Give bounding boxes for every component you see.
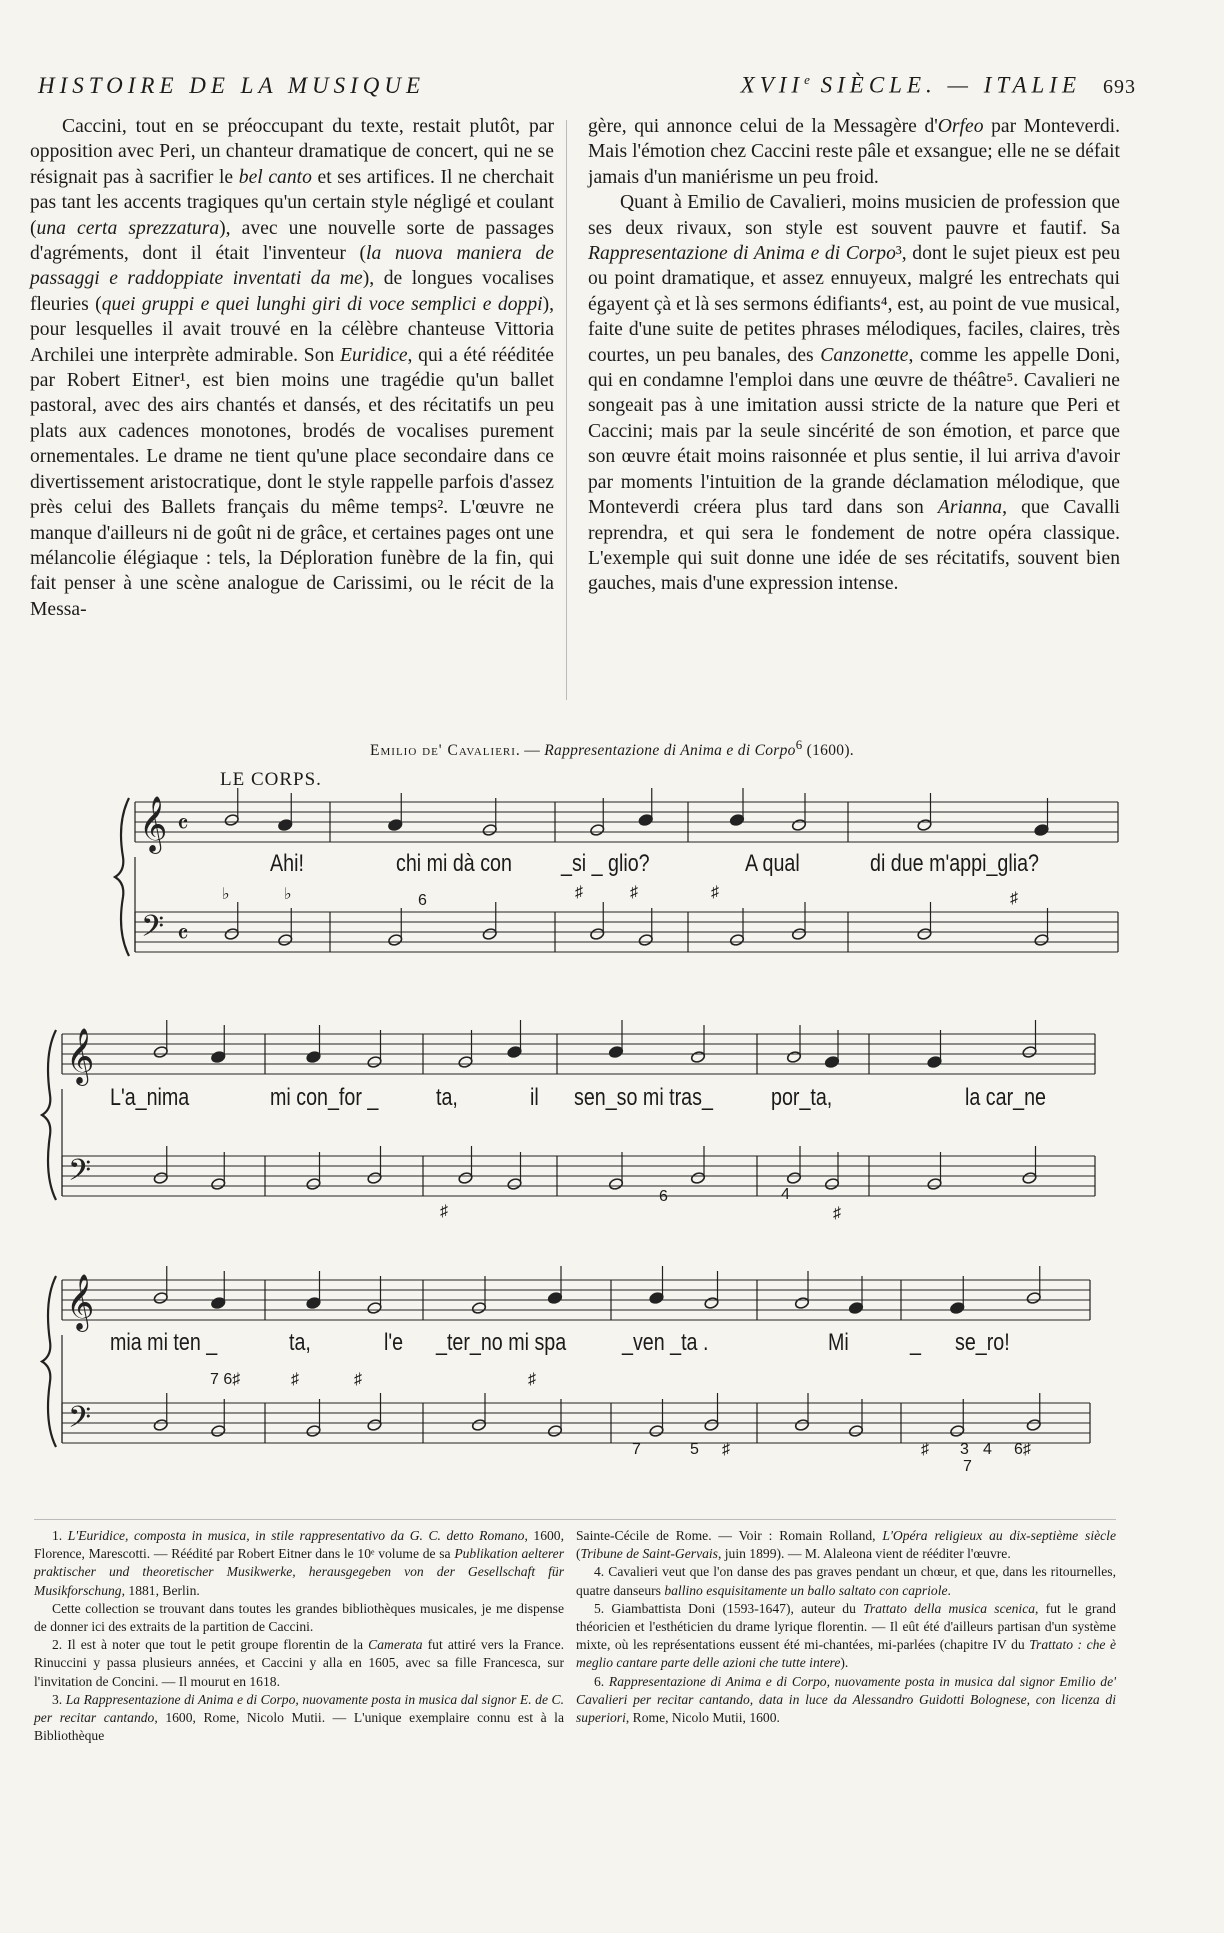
note-head xyxy=(590,823,605,836)
note-head xyxy=(704,1418,719,1431)
figured-bass-mark: 6 xyxy=(659,1188,668,1205)
note-head xyxy=(482,823,497,836)
figured-bass-mark: 3 xyxy=(960,1441,969,1458)
lyric-syllable: se_ro! xyxy=(955,1329,1010,1356)
lyric-syllable: il xyxy=(530,1084,539,1111)
note-head xyxy=(211,1424,226,1437)
note-head xyxy=(608,1045,623,1058)
note-head xyxy=(649,1291,664,1304)
note-head xyxy=(367,1171,382,1184)
note-head xyxy=(917,818,932,831)
left-column xyxy=(30,114,554,622)
figured-bass-mark: 7 6♯ xyxy=(210,1371,241,1388)
note-head xyxy=(547,1424,562,1437)
figured-bass-mark: 4 xyxy=(983,1441,992,1458)
note-head xyxy=(1034,933,1049,946)
note-head xyxy=(278,818,293,831)
note-head xyxy=(1026,1418,1041,1431)
note-head xyxy=(278,933,293,946)
figured-bass-mark: 5 xyxy=(690,1441,699,1458)
note-head xyxy=(388,818,403,831)
column-divider xyxy=(566,120,567,700)
note-head xyxy=(791,818,806,831)
note-head xyxy=(927,1055,942,1068)
note-head xyxy=(848,1424,863,1437)
lyric-syllable: ta, xyxy=(289,1329,311,1356)
note-head xyxy=(1022,1171,1037,1184)
lyric-syllable: _ven _ta . xyxy=(622,1329,709,1356)
note-head xyxy=(306,1296,321,1309)
note-head xyxy=(306,1424,321,1437)
note-head xyxy=(458,1171,473,1184)
lyric-syllable: _ xyxy=(910,1329,921,1356)
figured-bass-mark: 7 xyxy=(632,1441,641,1458)
page-number: 693 xyxy=(1103,75,1136,98)
treble-clef: 𝄞 xyxy=(66,1274,95,1330)
note-head xyxy=(507,1177,522,1190)
note-head xyxy=(211,1296,226,1309)
figured-bass-mark: 6♯ xyxy=(1014,1441,1031,1458)
note-head xyxy=(367,1301,382,1314)
figured-bass-mark: 7 xyxy=(963,1458,972,1475)
figured-bass-mark: ♯ xyxy=(1010,890,1018,907)
note-head xyxy=(458,1055,473,1068)
footnote-rule xyxy=(34,1519,1116,1520)
note-head xyxy=(471,1301,486,1314)
note-head xyxy=(367,1418,382,1431)
note-head xyxy=(704,1296,719,1309)
figured-bass-mark: ♯ xyxy=(575,884,583,901)
note-head xyxy=(729,813,744,826)
note-head xyxy=(824,1177,839,1190)
figured-bass-mark: ♭ xyxy=(222,886,230,903)
system-brace xyxy=(42,1030,56,1200)
figured-bass-mark: ♯ xyxy=(833,1205,841,1222)
note-head xyxy=(608,1177,623,1190)
figured-bass-mark: ♭ xyxy=(284,886,292,903)
note-head xyxy=(388,933,403,946)
treble-clef: 𝄞 xyxy=(139,796,168,852)
lyric-syllable: _si _ glio? xyxy=(561,850,650,877)
lyric-syllable: L'a_nima xyxy=(110,1084,190,1111)
footnote-2: 2. Il est à noter que tout le petit groupe florentin de la Camerata fut attiré vers la France. Rinuccini y passa plusieurs années, et Caccini y alla en 1605, avec sa fille Francesca, sur l'invitation de Concini. — Il mourut en 1618. xyxy=(34,1637,565,1689)
note-head xyxy=(729,933,744,946)
note-head xyxy=(950,1424,965,1437)
note-head xyxy=(1034,823,1049,836)
note-head xyxy=(547,1291,562,1304)
note-head xyxy=(950,1301,965,1314)
lyric-syllable: sen_so mi tras_ xyxy=(574,1084,713,1111)
note-head xyxy=(690,1050,705,1063)
note-head xyxy=(786,1171,801,1184)
note-head xyxy=(306,1050,321,1063)
note-head xyxy=(927,1177,942,1190)
music-example-caption: Emilio de' Cavalieri. — Rappresentazione di Anima e di Corpo$^6$ (1600). xyxy=(370,737,854,760)
footnote-6: 6. Rappresentazione di Anima e di Corpo, nuovamente posta in musica dal signor Emilio de' Cavalieri per recitar cantando, data in luce da Alessandro Guidotti Bolognese, con licenza di superiori, Rome, Nicolo Mutii, 1600. xyxy=(576,1673,1117,1726)
footnote-3: 3. La Rappresentazione di Anima e di Corpo, nuovamente posta in musica dal signor E. de C. per recitar cantando, 1600, Rome, Nicolo Mutii. — L'unique exemplaire connu est à la Bibliothèque xyxy=(34,1691,564,1744)
bass-clef: 𝄢 xyxy=(68,1401,92,1442)
lyric-syllable: ta, xyxy=(436,1084,458,1111)
figured-bass-mark: ♯ xyxy=(921,1441,929,1458)
note-head xyxy=(224,927,239,940)
footnotes-right xyxy=(576,1527,1116,1727)
system-brace xyxy=(42,1276,56,1447)
note-head xyxy=(153,1291,168,1304)
note-head xyxy=(786,1050,801,1063)
lyric-syllable: chi mi dà con xyxy=(396,850,512,877)
footnote-5: 5. Giambattista Doni (1593-1647), auteur du Trattato della musica scenica, fut le grand théoricien et l'esthéticien du drame lyrique florentin. — Il eût été d'ailleurs partisan d'un système mixte, où les représentations eussent été mi-chantées, mi-parlées (chapitre IV du Trattato : che è meglio cantare parte delle azioni che tutte intere). xyxy=(576,1600,1116,1671)
note-head xyxy=(1026,1291,1041,1304)
figured-bass-mark: ♯ xyxy=(722,1441,730,1458)
note-head xyxy=(224,813,239,826)
figured-bass-mark: ♯ xyxy=(711,884,719,901)
note-head xyxy=(211,1050,226,1063)
note-head xyxy=(482,927,497,940)
lyric-syllable: _ter_no mi spa xyxy=(436,1329,567,1356)
figured-bass-mark: ♯ xyxy=(630,884,638,901)
lyric-syllable: Ahi! xyxy=(270,850,304,877)
note-head xyxy=(638,813,653,826)
treble-clef: 𝄞 xyxy=(66,1028,95,1084)
note-head xyxy=(649,1424,664,1437)
figured-bass-mark: 6 xyxy=(418,892,427,909)
note-head xyxy=(471,1418,486,1431)
book-title: HISTOIRE DE LA MUSIQUE xyxy=(38,72,426,98)
note-head xyxy=(507,1045,522,1058)
time-signature: 𝄴 xyxy=(177,920,189,950)
note-head xyxy=(794,1296,809,1309)
note-head xyxy=(791,927,806,940)
paragraph: Quant à Emilio de Cavalieri, moins musicien de profession que ses deux rivaux, son style est souvent pauvre et fautif. Sa Rappresentazione di Anima e di Corpo³, dont le sujet pieux est peu ou point dramatique, et assez ennuyeux, malgré les entrechats qui égayent çà et là ses sermons édifiants⁴, est, au point de vue musical, faite d'une suite de petites phrases mélodiques, faciles, claires, très courtes, un peu banales, des Canzonette, comme les appelle Doni, qui en condamne l'emploi dans une œuvre de théâtre⁵. Cavalieri ne songeait pas à une imitation aussi stricte de la nature que Peri et Caccini; mais par la seule sincérité de son émotion, et parce que son œuvre était moins raisonnée et plus sentie, il lui arriva d'avoir par moments l'intuition de la grande déclamation mélodique, que Monteverdi créera plus tard dans son Arianna, que Cavalli reprendra, et qui sera le fondement de notre opéra classique. L'exemple qui suit donne une idée de ses récitatifs, souvent bien gauches, mais d'une expression intense. xyxy=(588,192,1121,595)
time-signature: 𝄴 xyxy=(177,810,189,840)
lyric-syllable: di due m'appi_glia? xyxy=(870,850,1039,877)
note-head xyxy=(794,1418,809,1431)
lyric-syllable: por_ta, xyxy=(771,1084,833,1111)
note-head xyxy=(638,933,653,946)
lyric-syllable: mia mi ten _ xyxy=(110,1329,218,1356)
footnotes-left xyxy=(34,1527,564,1745)
role-label: LE CORPS. xyxy=(220,769,322,790)
system-brace xyxy=(115,798,129,956)
note-head xyxy=(824,1055,839,1068)
footnote-1-note: Cette collection se trouvant dans toutes les grandes bibliothèques musicales, je me dispense de donner ici des extraits de la partition de Caccini. xyxy=(34,1600,564,1635)
figured-bass-mark: 4 xyxy=(781,1186,790,1203)
paragraph: gère, qui annonce celui de la Messagère d'Orfeo par Monteverdi. Mais l'émotion chez Caccini reste pâle et exsangue; elle ne se défait jamais d'un maniérisme un peu froid. xyxy=(588,116,1120,188)
figured-bass-mark: ♯ xyxy=(354,1371,362,1388)
note-head xyxy=(917,927,932,940)
note-head xyxy=(590,927,605,940)
note-head xyxy=(1022,1045,1037,1058)
lyric-syllable: l'e xyxy=(384,1329,404,1356)
lyric-syllable: Mi xyxy=(828,1329,849,1356)
note-head xyxy=(153,1418,168,1431)
note-head xyxy=(690,1171,705,1184)
paragraph: Caccini, tout en se préoccupant du texte, restait plutôt, par opposition avec Peri, un chanteur dramatique de concert, qui ne se résignait pas à sacrifier le bel canto et ses artifices. Il ne cherchait pas tant les accents tragiques qu'un certain style négligé et coulant (una certa sprezzatura), avec une nouvelle sorte de passages d'agréments, dont il était l'inventeur (la nuova maniera de passaggi e raddoppiate inventati da me), de longues vocalises fleuries (quei gruppi e quei lunghi giri di voce semplici e doppi), pour lesquelles il avait trouvé en la célèbre chanteuse Vittoria Archilei une interprète admirable. Son Euridice, qui a été rééditée par Robert Eitner¹, est bien moins une tragédie qu'un ballet pastoral, avec des airs chantés et dansés, et des récitatifs un peu plats aux cadences monotones, brodés de vocalises purement ornementales. Le drame ne tient qu'une place secondaire dans ce divertissement aristocratique, dont le style rappelle parfois d'assez près celui des Ballets français du même temps². L'œuvre ne manque d'ailleurs ni de goût ni de grâce, et certaines pages ont une mélancolie élégiaque : tels, la Déploration funèbre de la fin, qui fait penser à une scène analogue de Carissimi, ou le récit de la Messa- xyxy=(30,116,555,620)
note-head xyxy=(306,1177,321,1190)
note-head xyxy=(848,1301,863,1314)
note-head xyxy=(153,1171,168,1184)
footnote-4: 4. Cavalieri veut que l'on danse des pas graves pendant un chœur, et que, dans les ritournelles, quatre danseurs ballino esquisitamente un ballo saltato con capriole. xyxy=(576,1564,1116,1598)
section-title: XVIIe SIÈCLE. — ITALIE 693 xyxy=(740,72,1136,98)
note-head xyxy=(211,1177,226,1190)
note-head xyxy=(153,1045,168,1058)
note-head xyxy=(367,1055,382,1068)
right-column xyxy=(588,114,1120,597)
figured-bass-mark: ♯ xyxy=(528,1371,536,1388)
figured-bass-mark: ♯ xyxy=(291,1371,299,1388)
figured-bass-mark: ♯ xyxy=(440,1203,448,1220)
bass-clef: 𝄢 xyxy=(68,1154,92,1195)
footnote-1: 1. L'Euridice, composta in musica, in stile rappresentativo da G. C. detto Romano, 1600, Florence, Marescotti. — Réédité par Robert Eitner dans le 10ᵉ volume de sa Publikation aelterer praktischer und theoretischer Musikwerke, herausgegeben von der Gesellschaft für Musikforschung, 1881, Berlin. xyxy=(34,1528,565,1598)
bass-clef: 𝄢 xyxy=(141,910,165,951)
footnote-3-cont: Sainte-Cécile de Rome. — Voir : Romain Rolland, L'Opéra religieux au dix-septième siècle (Tribune de Saint-Gervais, juin 1899). — M. Alaleona vient de rééditer l'œuvre. xyxy=(576,1528,1116,1562)
running-header xyxy=(38,72,1136,99)
lyric-syllable: la car_ne xyxy=(965,1084,1046,1111)
lyric-syllable: mi con_for _ xyxy=(270,1084,379,1111)
lyric-syllable: A qual xyxy=(745,850,800,877)
